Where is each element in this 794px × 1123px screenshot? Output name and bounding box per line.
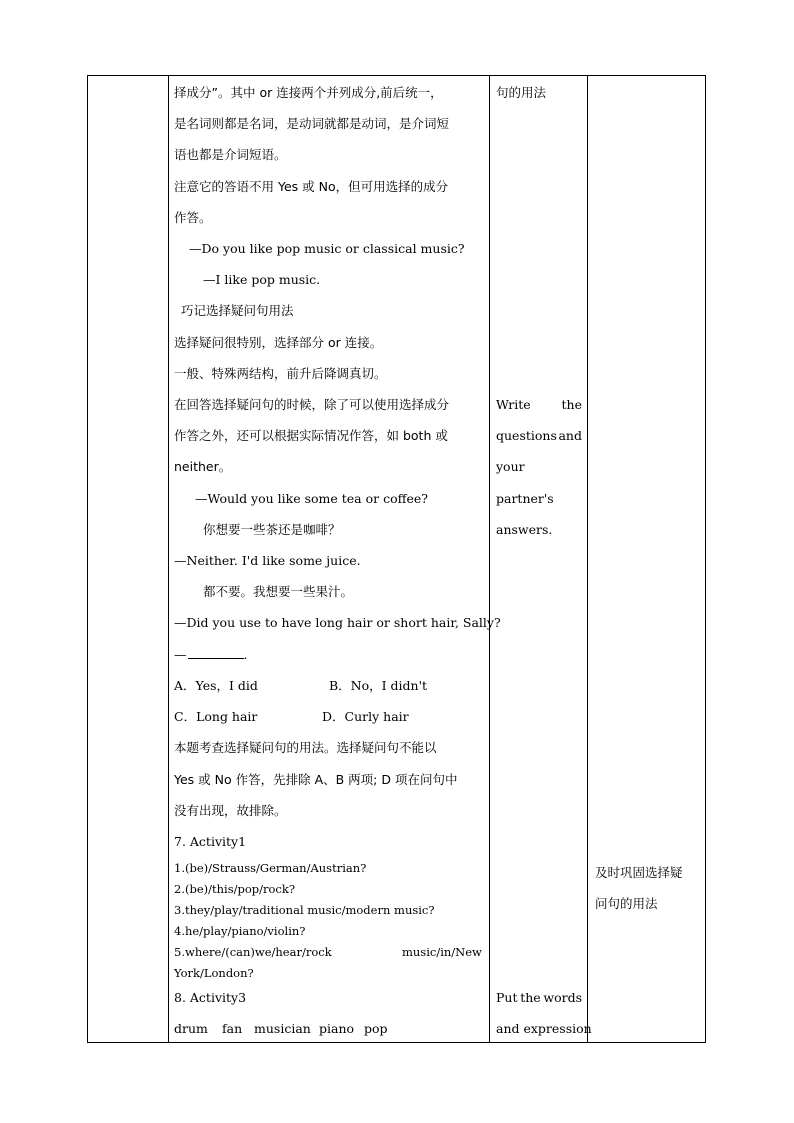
activity-3-title: 8. Activity3 — [174, 990, 247, 1005]
activity-3-word: drum — [174, 1021, 208, 1036]
student-activity-cell — [490, 76, 592, 1042]
tip-line: 选择疑问很特别，选择部分 or 连接。 — [174, 335, 383, 350]
quiz-blank-line — [174, 647, 247, 663]
option-d: D．Curly hair — [322, 709, 409, 724]
column-1-cell — [88, 76, 168, 1042]
answer-blank — [188, 648, 244, 659]
quiz-blank-prefix: — — [174, 647, 187, 662]
content-cell — [169, 76, 501, 1042]
example-question: —Do you like pop music or classical music? — [189, 241, 465, 256]
text-line: 作答之外，还可以根据实际情况作答，如 both 或 — [174, 428, 448, 443]
lesson-plan-table — [87, 75, 706, 1043]
text-line: your — [496, 459, 525, 474]
activity-1-item: 3.they/play/traditional music/modern music? — [174, 903, 435, 917]
text-line: partner's — [496, 491, 554, 506]
option-a: A．Yes，I did — [174, 678, 258, 693]
activity-3-word: musician — [254, 1021, 311, 1036]
example-question: —Would you like some tea or coffee? — [195, 491, 428, 506]
text-line: 在回答选择疑问句的时候，除了可以使用选择成分 — [174, 397, 450, 412]
text-line: 及时巩固选择疑 — [595, 865, 683, 880]
explanation-line: 本题考查选择疑问句的用法。选择疑问句不能以 — [174, 740, 437, 755]
activity-1-item: York/London? — [174, 966, 254, 980]
text-line: 注意它的答语不用 Yes 或 No，但可用选择的成分 — [174, 179, 449, 194]
tip-title: 巧记选择疑问句用法 — [181, 303, 294, 318]
design-intent-cell — [588, 76, 706, 1042]
example-answer: —Neither. I'd like some juice. — [174, 553, 361, 568]
example-translation: 你想要一些茶还是咖啡？ — [203, 522, 341, 537]
word: Put — [496, 990, 518, 1005]
activity-1-item: 5.where/(can)we/hear/rock — [174, 945, 332, 959]
word: questions — [496, 428, 557, 443]
activity-1-item: 1.(be)/Strauss/German/Austrian? — [174, 861, 367, 875]
text-line: neither。 — [174, 459, 232, 474]
activity-3-word: fan — [222, 1021, 243, 1036]
text-line: 问句的用法 — [595, 896, 658, 911]
text-line: 作答。 — [174, 210, 212, 225]
activity-1-item: 4.he/play/piano/violin? — [174, 924, 306, 938]
example-translation: 都不要。我想要一些果汁。 — [203, 584, 354, 599]
word: and — [558, 428, 582, 443]
word: the — [561, 397, 582, 412]
text-line: 是名词则都是名词，是动词就都是动词，是介词短 — [174, 116, 450, 131]
text-line: and expression — [496, 1021, 592, 1036]
word: the — [520, 990, 541, 1005]
tip-line: 一般、特殊两结构，前升后降调真切。 — [174, 366, 387, 381]
activity-1-item: music/in/New — [402, 945, 482, 959]
explanation-line: 没有出现，故排除。 — [174, 803, 287, 818]
option-b: B．No，I didn't — [329, 678, 428, 693]
word: words — [543, 990, 582, 1005]
word: Write — [496, 397, 531, 412]
quiz-question: —Did you use to have long hair or short hair, Sally? — [174, 615, 501, 630]
explanation-line: Yes 或 No 作答，先排除 A、B 两项; D 项在问句中 — [174, 772, 458, 787]
justified-line — [496, 397, 582, 413]
example-answer: —I like pop music. — [203, 272, 321, 287]
activity-1-item: 2.(be)/this/pop/rock? — [174, 882, 295, 896]
text-line: 语也都是介词短语。 — [174, 147, 287, 162]
quiz-blank-suffix: . — [243, 647, 248, 662]
activity-3-word: piano — [319, 1021, 355, 1036]
activity-3-word: pop — [364, 1021, 388, 1036]
text-line: answers. — [496, 522, 553, 537]
text-line: 择成分”。其中 or 连接两个并列成分,前后统一， — [174, 85, 443, 100]
text-line: 句的用法 — [496, 85, 547, 100]
activity-1-title: 7. Activity1 — [174, 834, 247, 849]
option-c: C．Long hair — [174, 709, 258, 724]
justified-line — [496, 428, 582, 444]
justified-line — [496, 990, 582, 1006]
